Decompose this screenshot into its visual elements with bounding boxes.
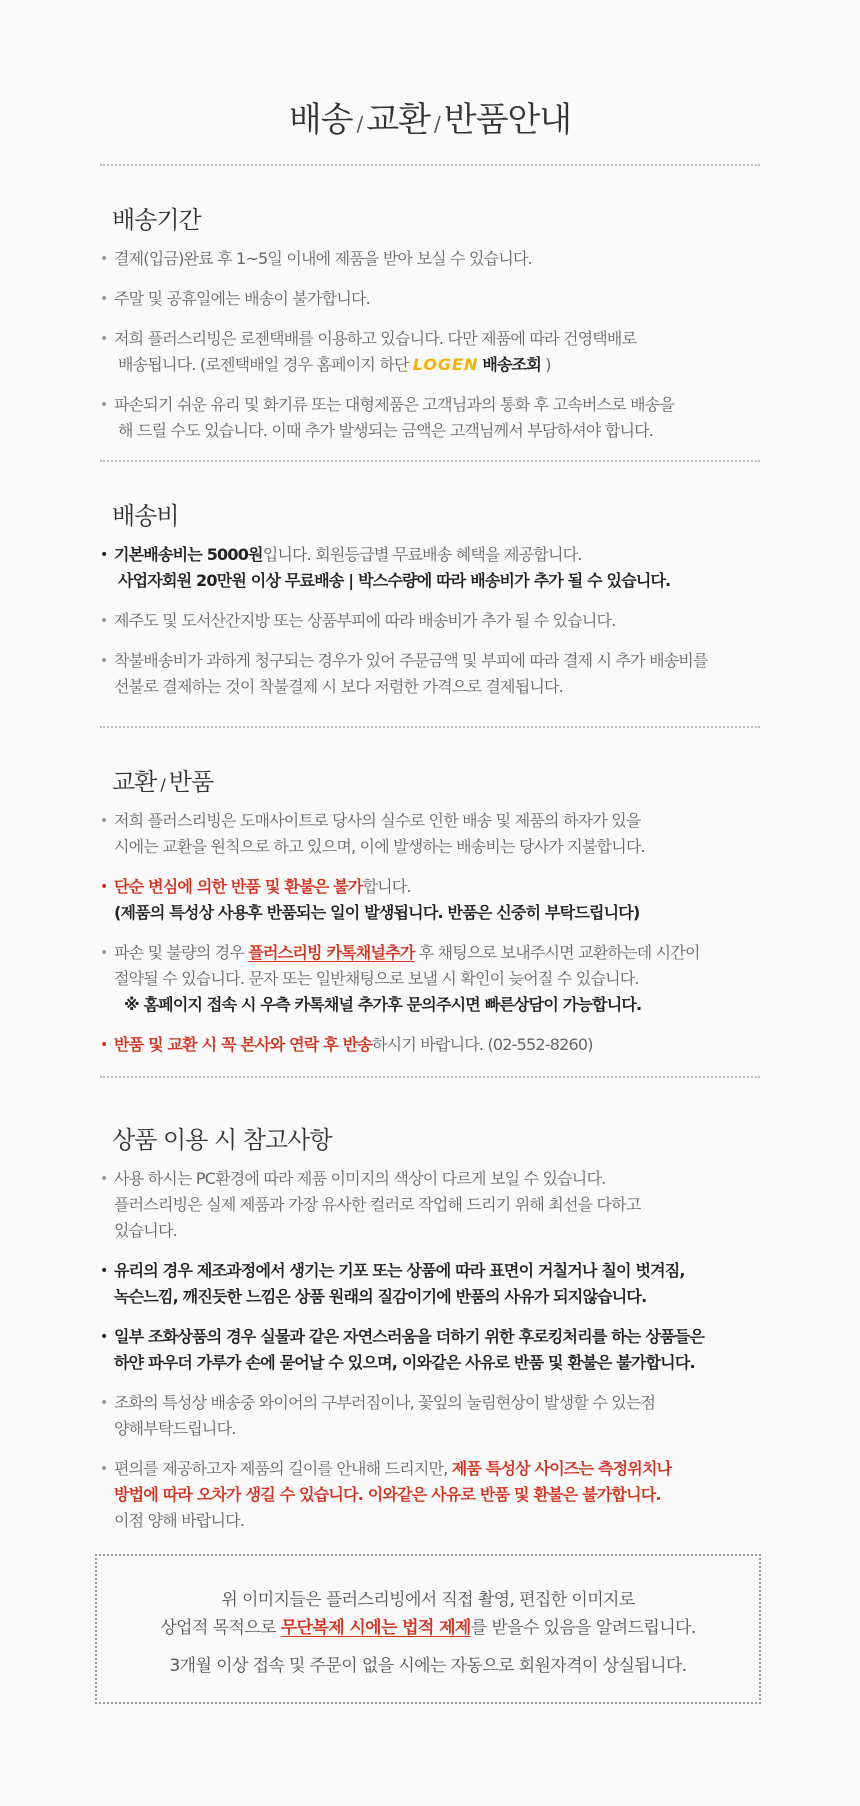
list-item: • 제주도 및 도서산간지방 또는 상품부피에 따라 배송비가 추가 될 수 있습니다.	[100, 608, 780, 634]
list-item: • 기본배송비는 5000원입니다. 회원등급별 무료배송 혜택을 제공합니다. 사업자회원 20만원 이상 무료배송 | 박스수량에 따라 배송비가 추가 될 수 있습니다.	[100, 542, 780, 594]
delivery-tracking-link[interactable]: 배송조회	[482, 355, 541, 374]
item-list	[100, 542, 780, 714]
list-item: • 결제(입금)완료 후 1~5일 이내에 제품을 받아 보실 수 있습니다.	[100, 246, 780, 272]
item-list	[100, 1166, 780, 1548]
list-item: • 파손 및 불량의 경우 플러스리빙 카톡채널추가 후 채팅으로 보내주시면 교환하는데 시간이 절약될 수 있습니다. 문자 또는 일반채팅으로 보낼 시 확인이 늦어질 수 있습니다. ※ 홈페이지 접속 시 우측 카톡채널 추가후 문의주시면 빠른상담이 가능합니다.	[100, 940, 780, 1018]
list-item: • 편의를 제공하고자 제품의 길이를 안내해 드리지만, 제품 특성상 사이즈는 측정위치나 방법에 따라 오차가 생길 수 있습니다. 이와같은 사유로 반품 및 환불은 불가합니다. 이점 양해 바랍니다.	[100, 1456, 780, 1534]
list-item: • 일부 조화상품의 경우 실물과 같은 자연스러움을 더하기 위한 후로킹처리를 하는 상품들은 하얀 파우더 가루가 손에 묻어날 수 있으며, 이와같은 사유로 반품 및 환불은 불가합니다.	[100, 1324, 780, 1376]
divider	[100, 726, 760, 728]
section-title: 상품 이용 시 참고사항	[112, 1126, 332, 1154]
list-item: • 단순 변심에 의한 반품 및 환불은 불가합니다. (제품의 특성상 사용후 반품되는 일이 발생됩니다. 반품은 신중히 부탁드립니다)	[100, 874, 780, 926]
list-item: • 저희 플러스리빙은 로젠택배를 이용하고 있습니다. 다만 제품에 따라 건영택배로 배송됩니다. (로젠택배일 경우 홈페이지 하단 LOGEN 배송조회 )	[100, 326, 780, 378]
section-title: 교환 / 반품	[112, 768, 214, 796]
list-item: • 조화의 특성상 배송중 와이어의 구부러짐이나, 꽃잎의 눌림현상이 발생할 수 있는점 양해부탁드립니다.	[100, 1390, 780, 1442]
list-item: • 저희 플러스리빙은 도매사이트로 당사의 실수로 인한 배송 및 제품의 하자가 있을 시에는 교환을 원칙으로 하고 있으며, 이에 발생하는 배송비는 당사가 지불합니다.	[100, 808, 780, 860]
logen-logo: LOGEN	[412, 355, 479, 374]
section-title: 배송기간	[112, 206, 201, 234]
divider	[100, 1076, 760, 1078]
list-item: • 착불배송비가 과하게 청구되는 경우가 있어 주문금액 및 부피에 따라 결제 시 추가 배송비를 선불로 결제하는 것이 착불결제 시 보다 저렴한 가격으로 결제됩니다.	[100, 648, 780, 700]
kakao-channel-link[interactable]: 플러스리빙 카톡채널추가	[248, 943, 415, 962]
section-title: 배송비	[112, 502, 179, 530]
item-list	[100, 808, 780, 1072]
divider	[100, 164, 760, 166]
divider	[100, 460, 760, 462]
list-item: • 유리의 경우 제조과정에서 생기는 기포 또는 상품에 따라 표면이 거칠거나 칠이 벗겨짐, 녹슨느낌, 깨진듯한 느낌은 상품 원래의 질감이기에 반품의 사유가 되지않습니다.	[100, 1258, 780, 1310]
list-item: • 주말 및 공휴일에는 배송이 불가합니다.	[100, 286, 780, 312]
list-item: • 사용 하시는 PC환경에 따라 제품 이미지의 색상이 다르게 보일 수 있습니다. 플러스리빙은 실제 제품과 가장 유사한 컬러로 작업해 드리기 위해 최선을 다하고 있습니다.	[100, 1166, 780, 1244]
copyright-notice-box: 위 이미지들은 플러스리빙에서 직접 촬영, 편집한 이미지로 상업적 목적으로 무단복제 시에는 법적 제제를 받을수 있음을 알려드립니다. 3개월 이상 접속 및 주문이 없을 시에는 자동으로 회원자격이 상실됩니다.	[95, 1554, 761, 1704]
item-list	[100, 246, 780, 458]
page-title: 배송 / 교환 / 반품안내	[288, 100, 572, 140]
list-item: • 파손되기 쉬운 유리 및 화기류 또는 대형제품은 고객님과의 통화 후 고속버스로 배송을 해 드릴 수도 있습니다. 이때 추가 발생되는 금액은 고객님께서 부담하셔야 합니다.	[100, 392, 780, 444]
list-item: • 반품 및 교환 시 꼭 본사와 연락 후 반송하시기 바랍니다. (02-552-8260)	[100, 1032, 780, 1058]
